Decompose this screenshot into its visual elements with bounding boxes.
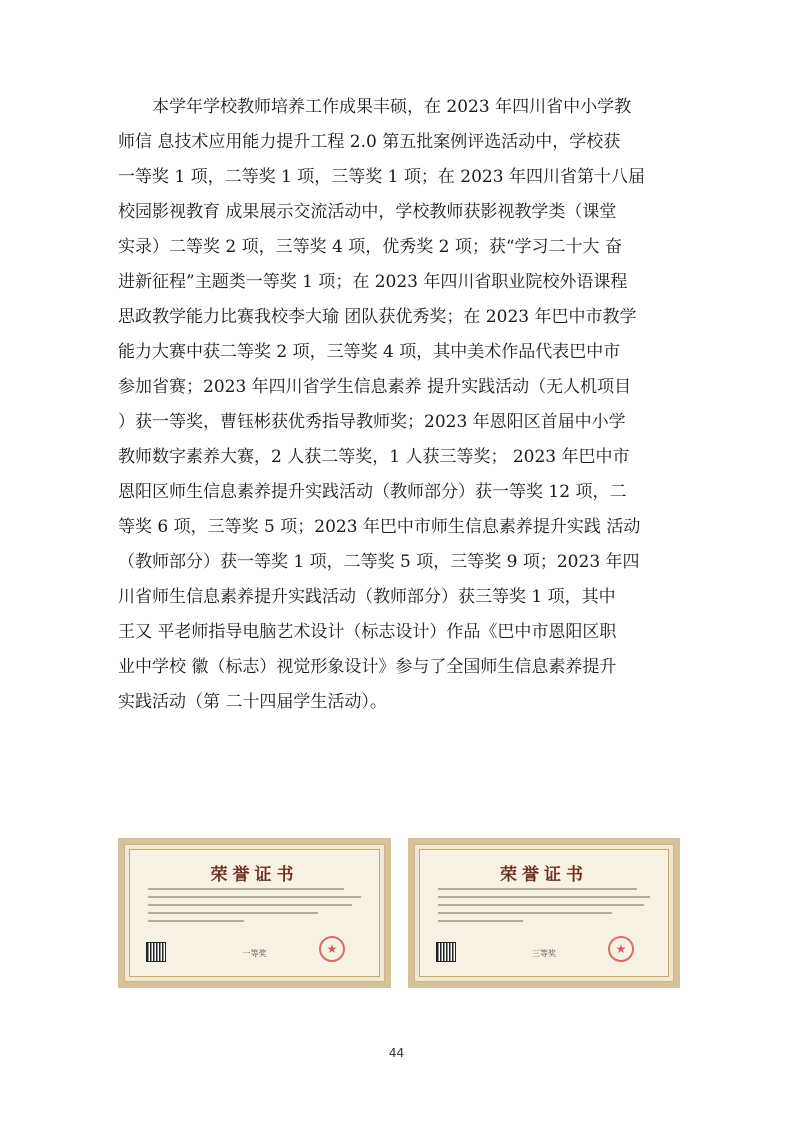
certificate-title: 荣誉证书 <box>210 865 299 885</box>
body-line: 恩阳区师生信息素养提升实践活动（教师部分）获一等奖 12 项，二 <box>118 482 627 502</box>
star-icon: ★ <box>615 942 627 956</box>
text-line <box>438 920 523 922</box>
body-line: 教师数字素养大赛，2 人获二等奖，1 人获三等奖； 2023 年巴中市 <box>118 447 630 467</box>
body-line: 等奖 6 项，三等奖 5 项；2023 年巴中市师生信息素养提升实践 活动 <box>118 517 641 537</box>
seal-icon <box>608 936 634 962</box>
seal-icon <box>319 936 345 962</box>
body-line: 能力大赛中获二等奖 2 项，三等奖 4 项，其中美术作品代表巴中市 <box>118 342 621 362</box>
body-line: 校园影视教育 成果展示交流活动中，学校教师获影视教学类（课堂 <box>118 202 617 222</box>
certificate-frame <box>419 849 669 977</box>
text-line <box>438 888 637 890</box>
text-line <box>438 904 644 906</box>
body-line: 川省师生信息素养提升实践活动（教师部分）获三等奖 1 项，其中 <box>118 587 616 607</box>
certificate-award: 三等奖 <box>532 949 556 958</box>
body-line: 师信 息技术应用能力提升工程 2.0 第五批案例评选活动中，学校获 <box>118 132 621 152</box>
text-line <box>438 896 650 898</box>
certificate-award: 一等奖 <box>242 949 267 958</box>
body-line: 业中学校 徽（标志）视觉形象设计》参与了全国师生信息素养提升 <box>118 657 617 677</box>
certificate-images <box>0 838 793 988</box>
certificate-text-lines <box>438 888 650 928</box>
certificate-text-lines <box>148 888 361 928</box>
body-text <box>118 90 688 720</box>
body-line: 王又 平老师指导电脑艺术设计（标志设计）作品《巴中市恩阳区职 <box>118 622 617 642</box>
certificate-frame <box>129 849 380 977</box>
body-line: 进新征程”主题类一等奖 1 项；在 2023 年四川省职业院校外语课程 <box>118 272 628 292</box>
body-line: 参加省赛；2023 年四川省学生信息素养 提升实践活动（无人机项目 <box>118 377 632 397</box>
certificate-third-prize <box>408 838 680 988</box>
body-line: （教师部分）获一等奖 1 项，二等奖 5 项，三等奖 9 项；2023 年四 <box>118 552 640 572</box>
text-line <box>148 912 318 914</box>
certificate-first-prize <box>118 838 391 988</box>
text-line <box>148 904 352 906</box>
page-number: 44 <box>388 1046 405 1060</box>
body-line: 实践活动（第 二十四届学生活动）。 <box>118 692 387 712</box>
body-line: 实录）二等奖 2 项，三等奖 4 项，优秀奖 2 项；获“学习二十大 奋 <box>118 237 622 257</box>
qr-code-icon <box>146 942 166 962</box>
body-line: 一等奖 1 项，二等奖 1 项，三等奖 1 项；在 2023 年四川省第十八届 <box>118 167 645 187</box>
text-line <box>148 920 244 922</box>
certificate-title: 荣誉证书 <box>500 865 588 885</box>
text-line <box>438 912 612 914</box>
text-line <box>148 888 344 890</box>
qr-code-icon <box>436 942 456 962</box>
body-line: ）获一等奖，曹钰彬获优秀指导教师奖；2023 年恩阳区首届中小学 <box>118 412 626 432</box>
body-line: 本学年学校教师培养工作成果丰硕，在 2023 年四川省中小学教 <box>118 97 632 117</box>
body-line: 思政教学能力比赛我校李大瑜 团队获优秀奖；在 2023 年巴中市教学 <box>118 307 637 327</box>
text-line <box>148 896 361 898</box>
star-icon: ★ <box>326 942 338 956</box>
